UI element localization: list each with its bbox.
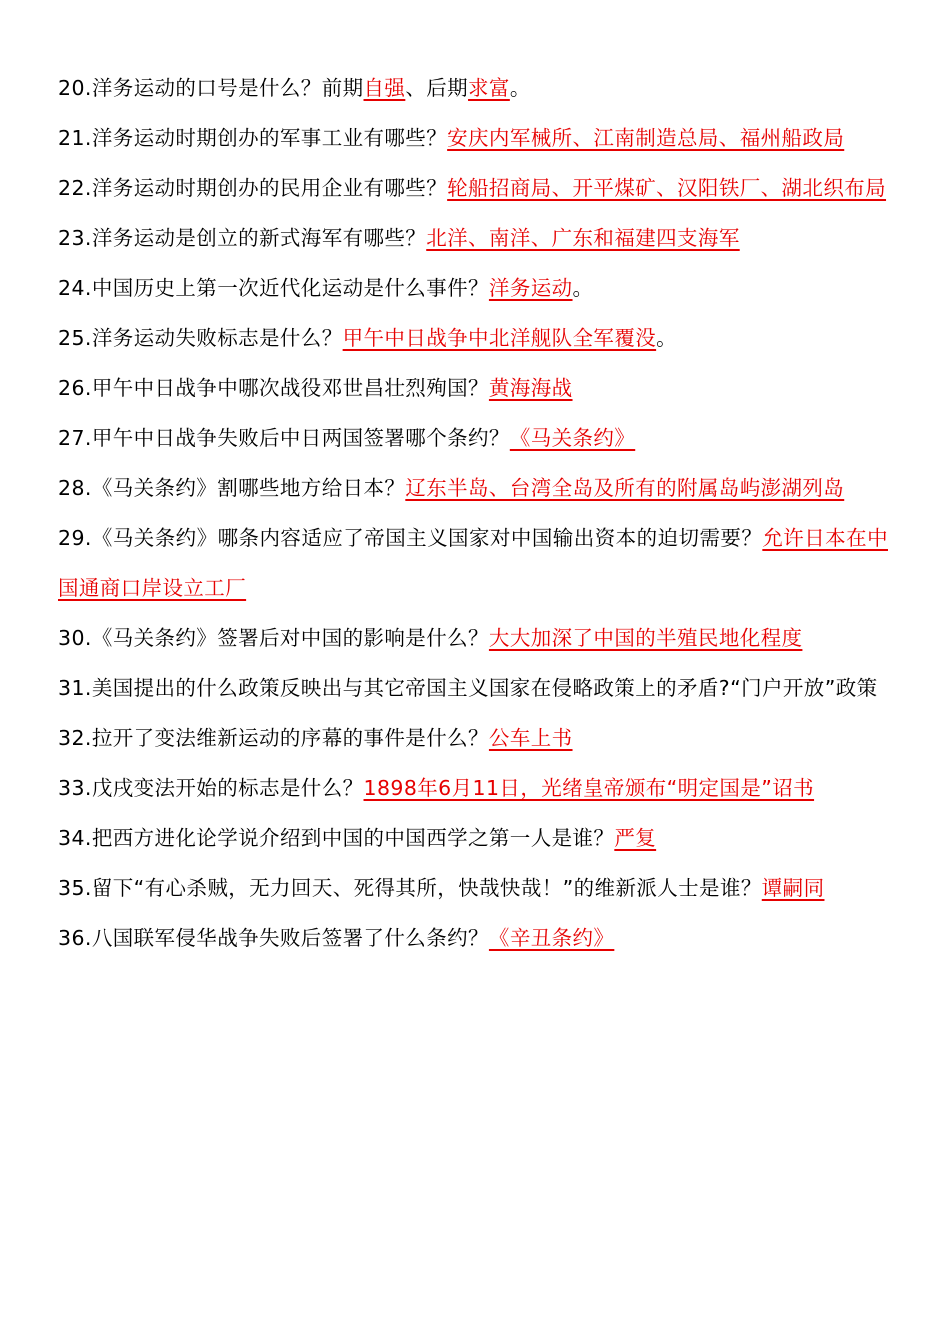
answer-text: 自强 xyxy=(363,76,406,100)
question-text: 留下“有心杀贼，无力回天、死得其所，快哉快哉！”的维新派人士是谁？ xyxy=(91,876,762,900)
answer-text: 求富 xyxy=(468,76,510,100)
answer-text: 《马关条约》 xyxy=(509,426,636,450)
question-text: 美国提出的什么政策反映出与其它帝国主义国家在侵略政策上的矛盾?“门户开放”政策 xyxy=(91,676,878,700)
answer-text: 公车上书 xyxy=(488,726,573,750)
question-text: 中国历史上第一次近代化运动是什么事件？ xyxy=(91,276,489,300)
question-number: 24. xyxy=(58,276,92,300)
question-text: 把西方进化论学说介绍到中国的中国西学之第一人是谁？ xyxy=(91,826,615,850)
question-number: 22. xyxy=(58,176,92,200)
qa-item xyxy=(58,763,888,813)
qa-item xyxy=(58,63,888,113)
answer-text: 严复 xyxy=(614,826,657,850)
question-number: 27. xyxy=(58,426,92,450)
question-text: 洋务运动失败标志是什么？ xyxy=(91,326,343,350)
question-text: 戊戌变法开始的标志是什么？ xyxy=(91,776,364,800)
qa-item xyxy=(58,713,888,763)
document-page xyxy=(58,63,888,963)
question-number: 21. xyxy=(58,126,92,150)
question-text: 八国联军侵华战争失败后签署了什么条约？ xyxy=(91,926,489,950)
question-number: 36. xyxy=(58,926,92,950)
answer-text: 《辛丑条约》 xyxy=(488,926,615,950)
qa-item xyxy=(58,913,888,963)
question-number: 30. xyxy=(58,626,92,650)
question-number: 32. xyxy=(58,726,92,750)
question-text: 。 xyxy=(509,76,531,100)
question-text: 洋务运动是创立的新式海军有哪些？ xyxy=(91,226,427,250)
answer-text: 黄海海战 xyxy=(488,376,573,400)
answer-text: 允许日本在中国通商口岸设立工厂 xyxy=(58,526,888,600)
question-text: 。 xyxy=(572,276,594,300)
qa-item xyxy=(58,313,888,363)
question-number: 25. xyxy=(58,326,92,350)
qa-item xyxy=(58,363,888,413)
qa-item xyxy=(58,663,888,713)
question-number: 33. xyxy=(58,776,92,800)
question-number: 31. xyxy=(58,676,92,700)
question-text: 《马关条约》割哪些地方给日本？ xyxy=(91,476,406,500)
answer-text: 北洋、南洋、广东和福建四支海军 xyxy=(426,226,740,250)
question-number: 28. xyxy=(58,476,92,500)
qa-item xyxy=(58,813,888,863)
question-text: 甲午中日战争中哪次战役邓世昌壮烈殉国？ xyxy=(91,376,489,400)
answer-text: 轮船招商局、开平煤矿、汉阳铁厂、湖北织布局 xyxy=(447,176,887,200)
answer-text: 安庆内军械所、江南制造总局、福州船政局 xyxy=(447,126,845,150)
question-number: 35. xyxy=(58,876,92,900)
qa-item xyxy=(58,263,888,313)
answer-text: 洋务运动 xyxy=(488,276,573,300)
question-number: 26. xyxy=(58,376,92,400)
question-number: 29. xyxy=(58,526,92,550)
question-text: 《马关条约》哪条内容适应了帝国主义国家对中国输出资本的迫切需要？ xyxy=(91,526,763,550)
qa-item xyxy=(58,463,888,513)
question-number: 34. xyxy=(58,826,92,850)
question-text: 《马关条约》签署后对中国的影响是什么？ xyxy=(91,626,489,650)
question-text: 洋务运动时期创办的军事工业有哪些？ xyxy=(91,126,448,150)
question-number: 20. xyxy=(58,76,92,100)
qa-item xyxy=(58,613,888,663)
question-text: 甲午中日战争失败后中日两国签署哪个条约？ xyxy=(91,426,510,450)
question-text: 拉开了变法维新运动的序幕的事件是什么？ xyxy=(91,726,489,750)
question-text: 、后期 xyxy=(405,76,469,100)
qa-item xyxy=(58,863,888,913)
question-text: 。 xyxy=(656,326,678,350)
answer-text: 谭嗣同 xyxy=(761,876,825,900)
answer-text: 大大加深了中国的半殖民地化程度 xyxy=(488,626,803,650)
qa-item xyxy=(58,213,888,263)
qa-item xyxy=(58,163,888,213)
answer-text: 辽东半岛、台湾全岛及所有的附属岛屿澎湖列岛 xyxy=(405,476,845,500)
qa-item xyxy=(58,413,888,463)
answer-text: 甲午中日战争中北洋舰队全军覆没 xyxy=(342,326,657,350)
question-number: 23. xyxy=(58,226,92,250)
question-text: 洋务运动时期创办的民用企业有哪些？ xyxy=(91,176,448,200)
qa-item xyxy=(58,513,888,613)
answer-text: 1898年6月11日，光绪皇帝颁布“明定国是”诏书 xyxy=(363,776,815,800)
question-text: 洋务运动的口号是什么？前期 xyxy=(91,76,364,100)
qa-item xyxy=(58,113,888,163)
